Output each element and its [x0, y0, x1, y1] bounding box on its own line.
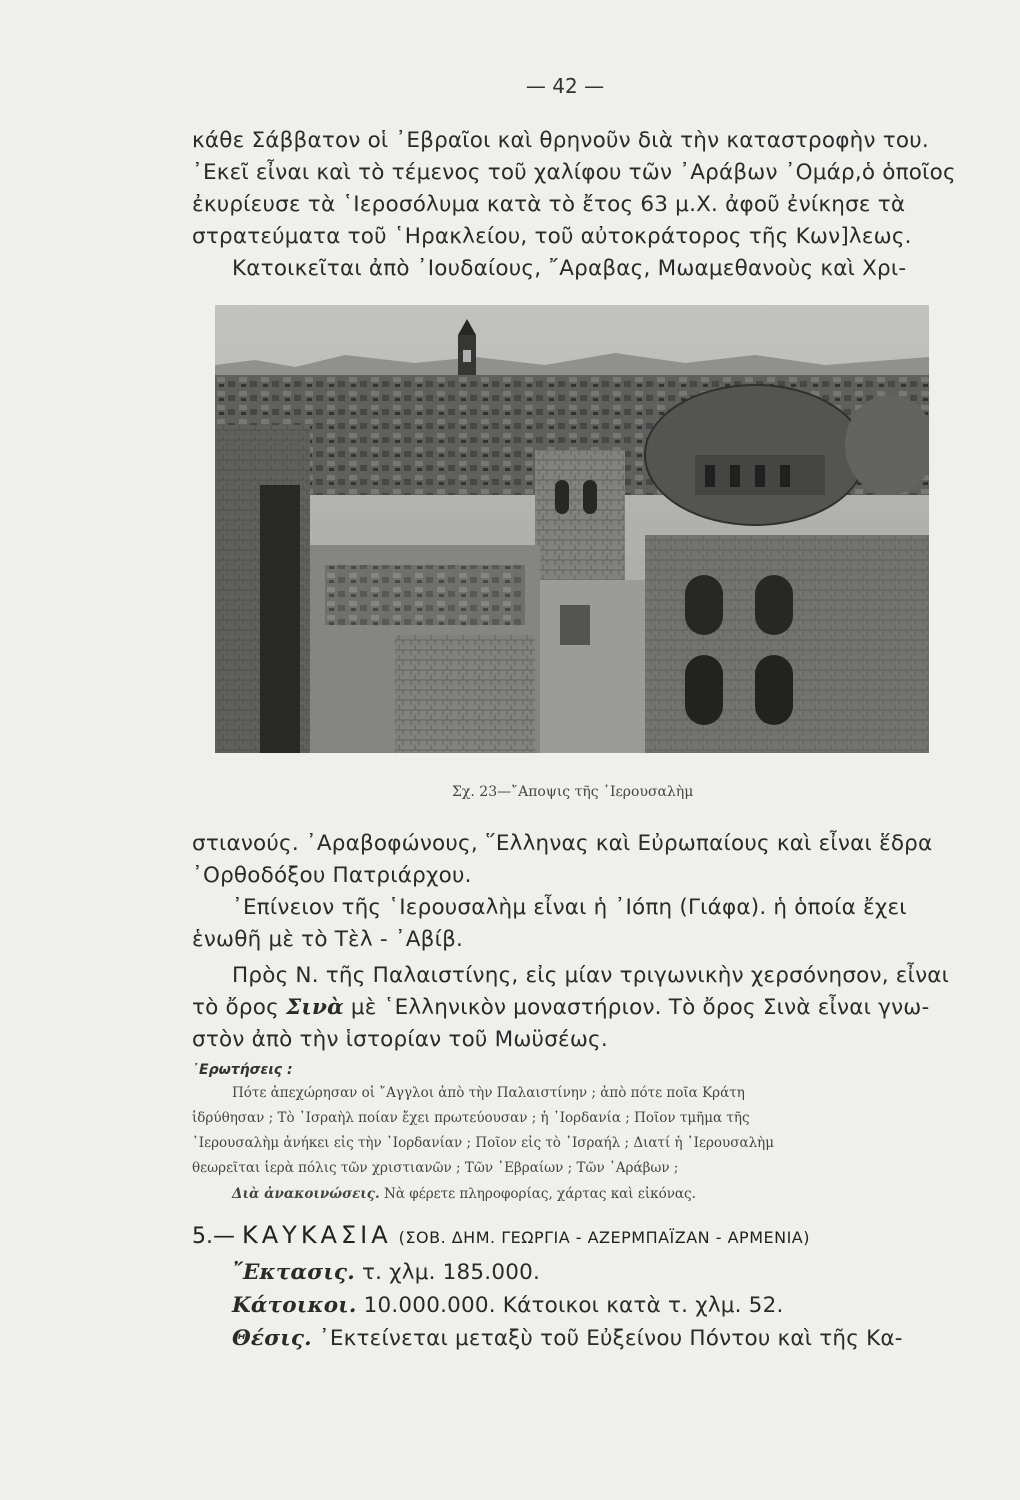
- questions-title: ᾿Ερωτήσεις :: [192, 1062, 293, 1078]
- questions-line1: Πότε ἀπεχώρησαν οἱ ῎Αγγλοι ἀπὸ τὴν Παλαιστίνην ; ἀπὸ πότε ποῖα Κράτη: [232, 1085, 745, 1101]
- paragraph3-line2-b: μὲ ῾Ελληνικὸν μοναστήριον. Τὸ ὄρος Σινὰ εἶναι γνω-: [350, 995, 930, 1020]
- questions-line2: ἱδρύθησαν ; Τὸ ᾿Ισραὴλ ποίαν ἔχει πρωτεύουσαν ; ἡ ᾿Ιορδανία ; Ποῖον τμῆμα τῆς: [192, 1110, 750, 1126]
- fact-population: [232, 1293, 783, 1318]
- questions-note: [232, 1186, 696, 1202]
- paragraph2-line1: στιανούς. ᾿Αραβοφώνους, ῞Ελληνας καὶ Εὐρωπαίους καὶ εἶναι ἕδρα: [192, 831, 933, 856]
- sinai-bold: Σινὰ: [285, 995, 344, 1020]
- note-label: Διὰ ἀνακοινώσεις.: [232, 1186, 380, 1202]
- paragraph2-line2: ᾿Ορθοδόξου Πατριάρχου.: [192, 863, 472, 888]
- paragraph1-line1: κάθε Σάββατον οἱ ᾿Εβραῖοι καὶ θρηνοῦν διὰ τὴν καταστροφὴν του.: [192, 128, 929, 153]
- paragraph3-line1: Πρὸς Ν. τῆς Παλαιστίνης, εἰς μίαν τριγωνικὴν χερσόνησον, εἶναι: [232, 963, 950, 988]
- fact-population-text: 10.000.000. Κάτοικοι κατὰ τ. χλμ. 52.: [363, 1293, 784, 1318]
- paragraph1-line5: Κατοικεῖται ἀπὸ ᾿Ιουδαίους, ῎Αραβας, Μωαμεθανοὺς καὶ Χρι-: [232, 256, 907, 281]
- section-heading: [192, 1221, 810, 1249]
- paragraph3-line2-a: τὸ ὄρος: [192, 995, 279, 1020]
- fact-position-label: Θέσις.: [232, 1326, 312, 1351]
- jerusalem-photo: [215, 305, 929, 753]
- section-title: ΚΑΥΚΑΣΙΑ: [242, 1221, 392, 1249]
- fact-population-label: Κάτοικοι.: [232, 1293, 357, 1318]
- paragraph2-line3: ᾿Επίνειον τῆς ῾Ιερουσαλὴμ εἶναι ἡ ᾿Ιόπη (Γιάφα). ἡ ὁποία ἔχει: [232, 895, 907, 920]
- paragraph1-line4: στρατεύματα τοῦ ῾Ηρακλείου, τοῦ αὐτοκράτορος τῆς Κων]λεως.: [192, 224, 912, 249]
- paragraph3-line3: στὸν ἀπὸ τὴν ἱστορίαν τοῦ Μωϋσέως.: [192, 1027, 608, 1052]
- page-number: — 42 —: [525, 74, 605, 98]
- paragraph1-line2: ᾿Εκεῖ εἶναι καὶ τὸ τέμενος τοῦ χαλίφου τῶν ᾿Αράβων ᾿Ομάρ,ὁ ὁποῖος: [192, 160, 956, 185]
- section-number: 5.—: [192, 1224, 235, 1249]
- questions-line3: ῾Ιερουσαλὴμ ἀνήκει εἰς τὴν ᾿Ιορδανίαν ; Ποῖον εἰς τὸ ᾿Ισραήλ ; Διατί ἡ ῾Ιερουσαλὴμ: [192, 1135, 775, 1151]
- fact-position-text: ᾿Εκτείνεται μεταξὺ τοῦ Εὐξείνου Πόντου καὶ τῆς Κα-: [318, 1326, 903, 1351]
- figure-caption: Σχ. 23—῎Αποψις τῆς ῾Ιερουσαλὴμ: [452, 784, 694, 800]
- questions-line4: θεωρεῖται ἱερὰ πόλις τῶν χριστιανῶν ; Τῶν ῾Εβραίων ; Τῶν ᾿Αράβων ;: [192, 1160, 679, 1176]
- paragraph3-line2: [192, 995, 929, 1020]
- fact-position: [232, 1326, 903, 1351]
- note-text: Νὰ φέρετε πληροφορίας, χάρτας καὶ εἰκόνας.: [384, 1186, 696, 1202]
- fact-area-label: ῎Εκτασις.: [232, 1260, 355, 1285]
- paragraph2-line4: ἑνωθῆ μὲ τὸ Τὲλ - ᾿Αβίβ.: [192, 927, 464, 952]
- section-subtitle: (ΣΟΒ. ΔΗΜ. ΓΕΩΡΓΙΑ - ΑΖΕΡΜΠΑΪΖΑΝ - ΑΡΜΕΝΙΑ): [398, 1228, 810, 1247]
- paragraph1-line3: ἐκυρίευσε τὰ ῾Ιεροσόλυμα κατὰ τὸ ἔτος 63 μ.Χ. ἀφοῦ ἐνίκησε τὰ: [192, 192, 906, 217]
- fact-area: [232, 1260, 540, 1285]
- fact-area-text: τ. χλμ. 185.000.: [361, 1260, 540, 1285]
